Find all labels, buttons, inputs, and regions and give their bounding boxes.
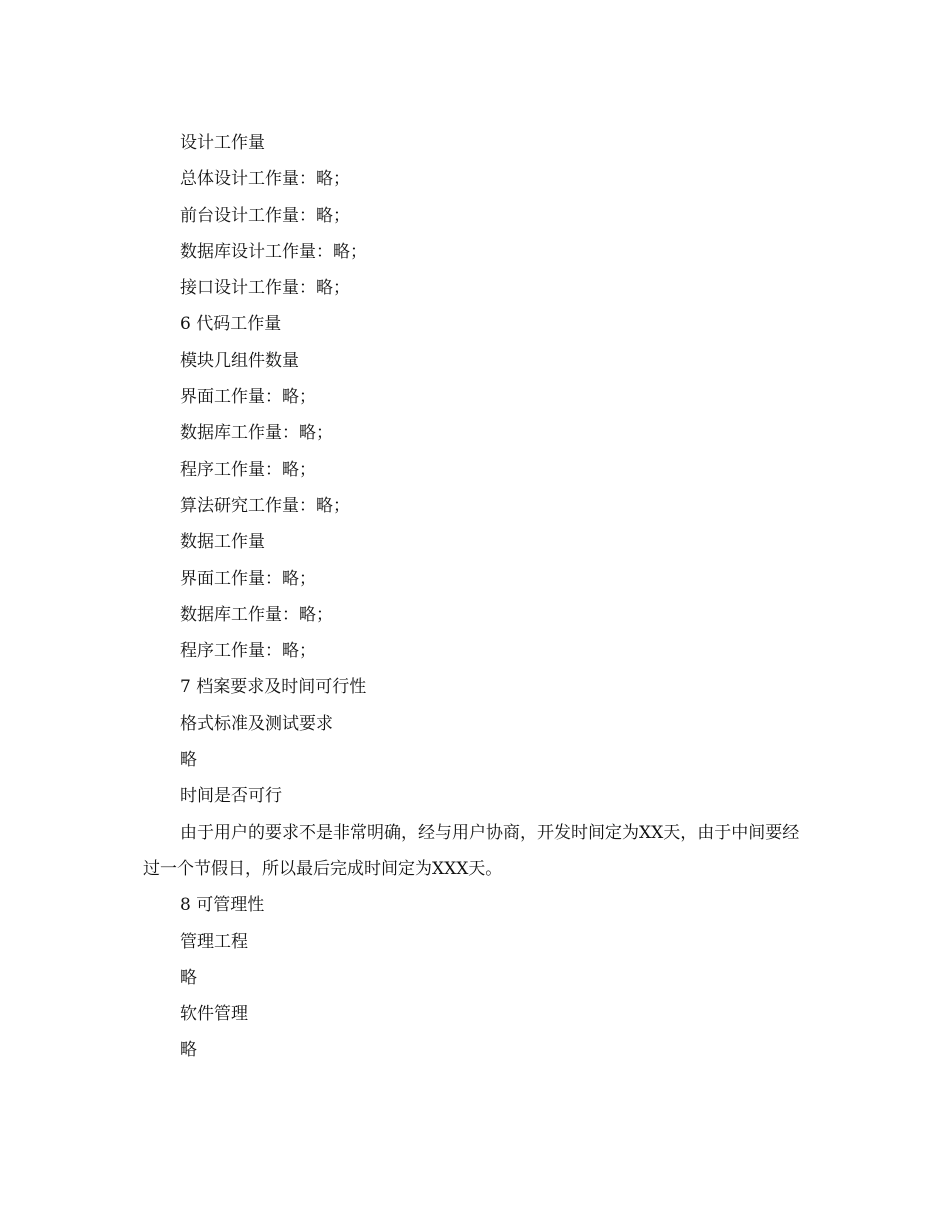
text-line-ui-workload-2: 界面工作量：略；	[180, 568, 316, 589]
text-line-format-standards: 格式标准及测试要求	[180, 713, 333, 734]
text-line-module-count: 模块几组件数量	[180, 350, 299, 371]
text-line-omitted-3: 略	[180, 1040, 197, 1061]
text-line-db-workload-2: 数据库工作量：略；	[180, 604, 333, 625]
text-line-management-engineering: 管理工程	[180, 931, 248, 952]
text-line-database-design: 数据库设计工作量：略；	[180, 241, 367, 262]
text-line-interface-design: 接口设计工作量：略；	[180, 278, 350, 299]
text-line-program-workload: 程序工作量：略；	[180, 459, 316, 480]
text-line-data-workload: 数据工作量	[180, 532, 265, 553]
section-heading-manageability: 8 可管理性	[180, 895, 265, 916]
document-body	[143, 125, 813, 1069]
text-line-time-feasible: 时间是否可行	[180, 786, 282, 807]
text-line-db-workload: 数据库工作量：略；	[180, 423, 333, 444]
text-line-overall-design: 总体设计工作量：略；	[180, 169, 350, 190]
text-line-program-workload-2: 程序工作量：略；	[180, 641, 316, 662]
text-line-design-workload: 设计工作量	[180, 133, 265, 153]
paragraph-schedule: 由于用户的要求不是非常明确，经与用户协商，开发时间定为XX天，由于中间要经过一个节假日，所以最后完成时间定为XXX天。	[143, 822, 800, 879]
section-heading-code-workload: 6 代码工作量	[180, 314, 282, 335]
text-line-software-management: 软件管理	[180, 1004, 248, 1025]
section-heading-archive-feasibility: 7 档案要求及时间可行性	[180, 677, 367, 698]
text-line-algorithm-workload: 算法研究工作量：略；	[180, 495, 350, 516]
text-line-ui-workload: 界面工作量：略；	[180, 387, 316, 408]
text-line-frontend-design: 前台设计工作量：略；	[180, 205, 350, 226]
text-line-omitted: 略	[180, 750, 197, 771]
text-line-omitted-2: 略	[180, 967, 197, 988]
